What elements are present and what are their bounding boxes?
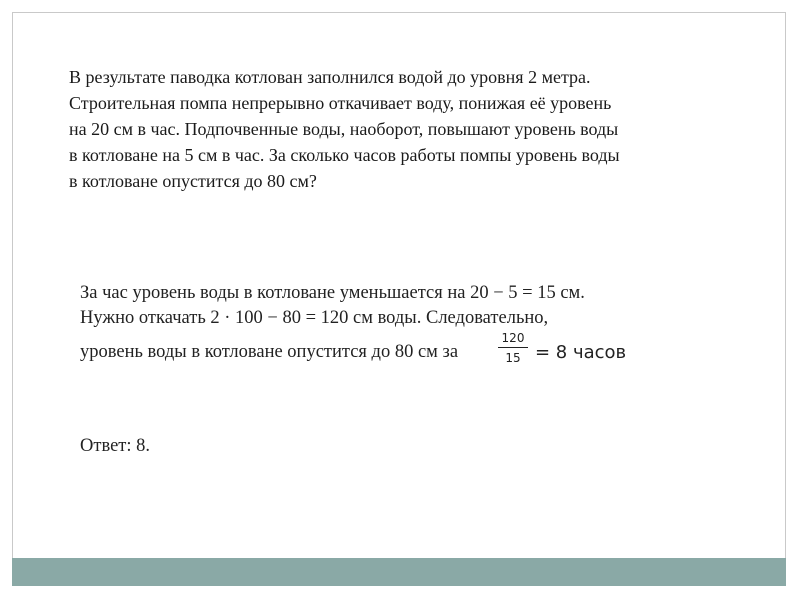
problem-line-5: в котловане опустится до 80 см?: [69, 171, 317, 191]
problem-line-2: Строительная помпа непрерывно откачивает воду, понижая её уровень: [69, 93, 612, 113]
fraction-result: = 8 часов: [535, 342, 627, 363]
solution-line-3-text: уровень воды в котловане опустится до 80 см за: [80, 342, 459, 362]
solution: [80, 281, 720, 375]
fraction-denominator: 15: [505, 351, 521, 365]
answer: Ответ: 8.: [80, 436, 151, 456]
solution-line-1: За час уровень воды в котловане уменьшается на 20 − 5 = 15 см.: [80, 283, 585, 303]
fraction: [498, 331, 528, 365]
footer-bar: [12, 558, 786, 586]
problem-line-1: В результате паводка котлован заполнился водой до уровня 2 метра.: [69, 67, 591, 87]
problem-line-4: в котловане на 5 см в час. За сколько часов работы помпы уровень воды: [69, 145, 620, 165]
problem-statement: [69, 64, 709, 194]
solution-line-2: Нужно откачать 2 · 100 − 80 = 120 см воды. Следовательно,: [80, 308, 549, 328]
solution-line-3: [80, 331, 720, 375]
fraction-numerator: 120: [498, 331, 528, 348]
problem-line-3: на 20 см в час. Подпочвенные воды, наоборот, повышают уровень воды: [69, 119, 619, 139]
